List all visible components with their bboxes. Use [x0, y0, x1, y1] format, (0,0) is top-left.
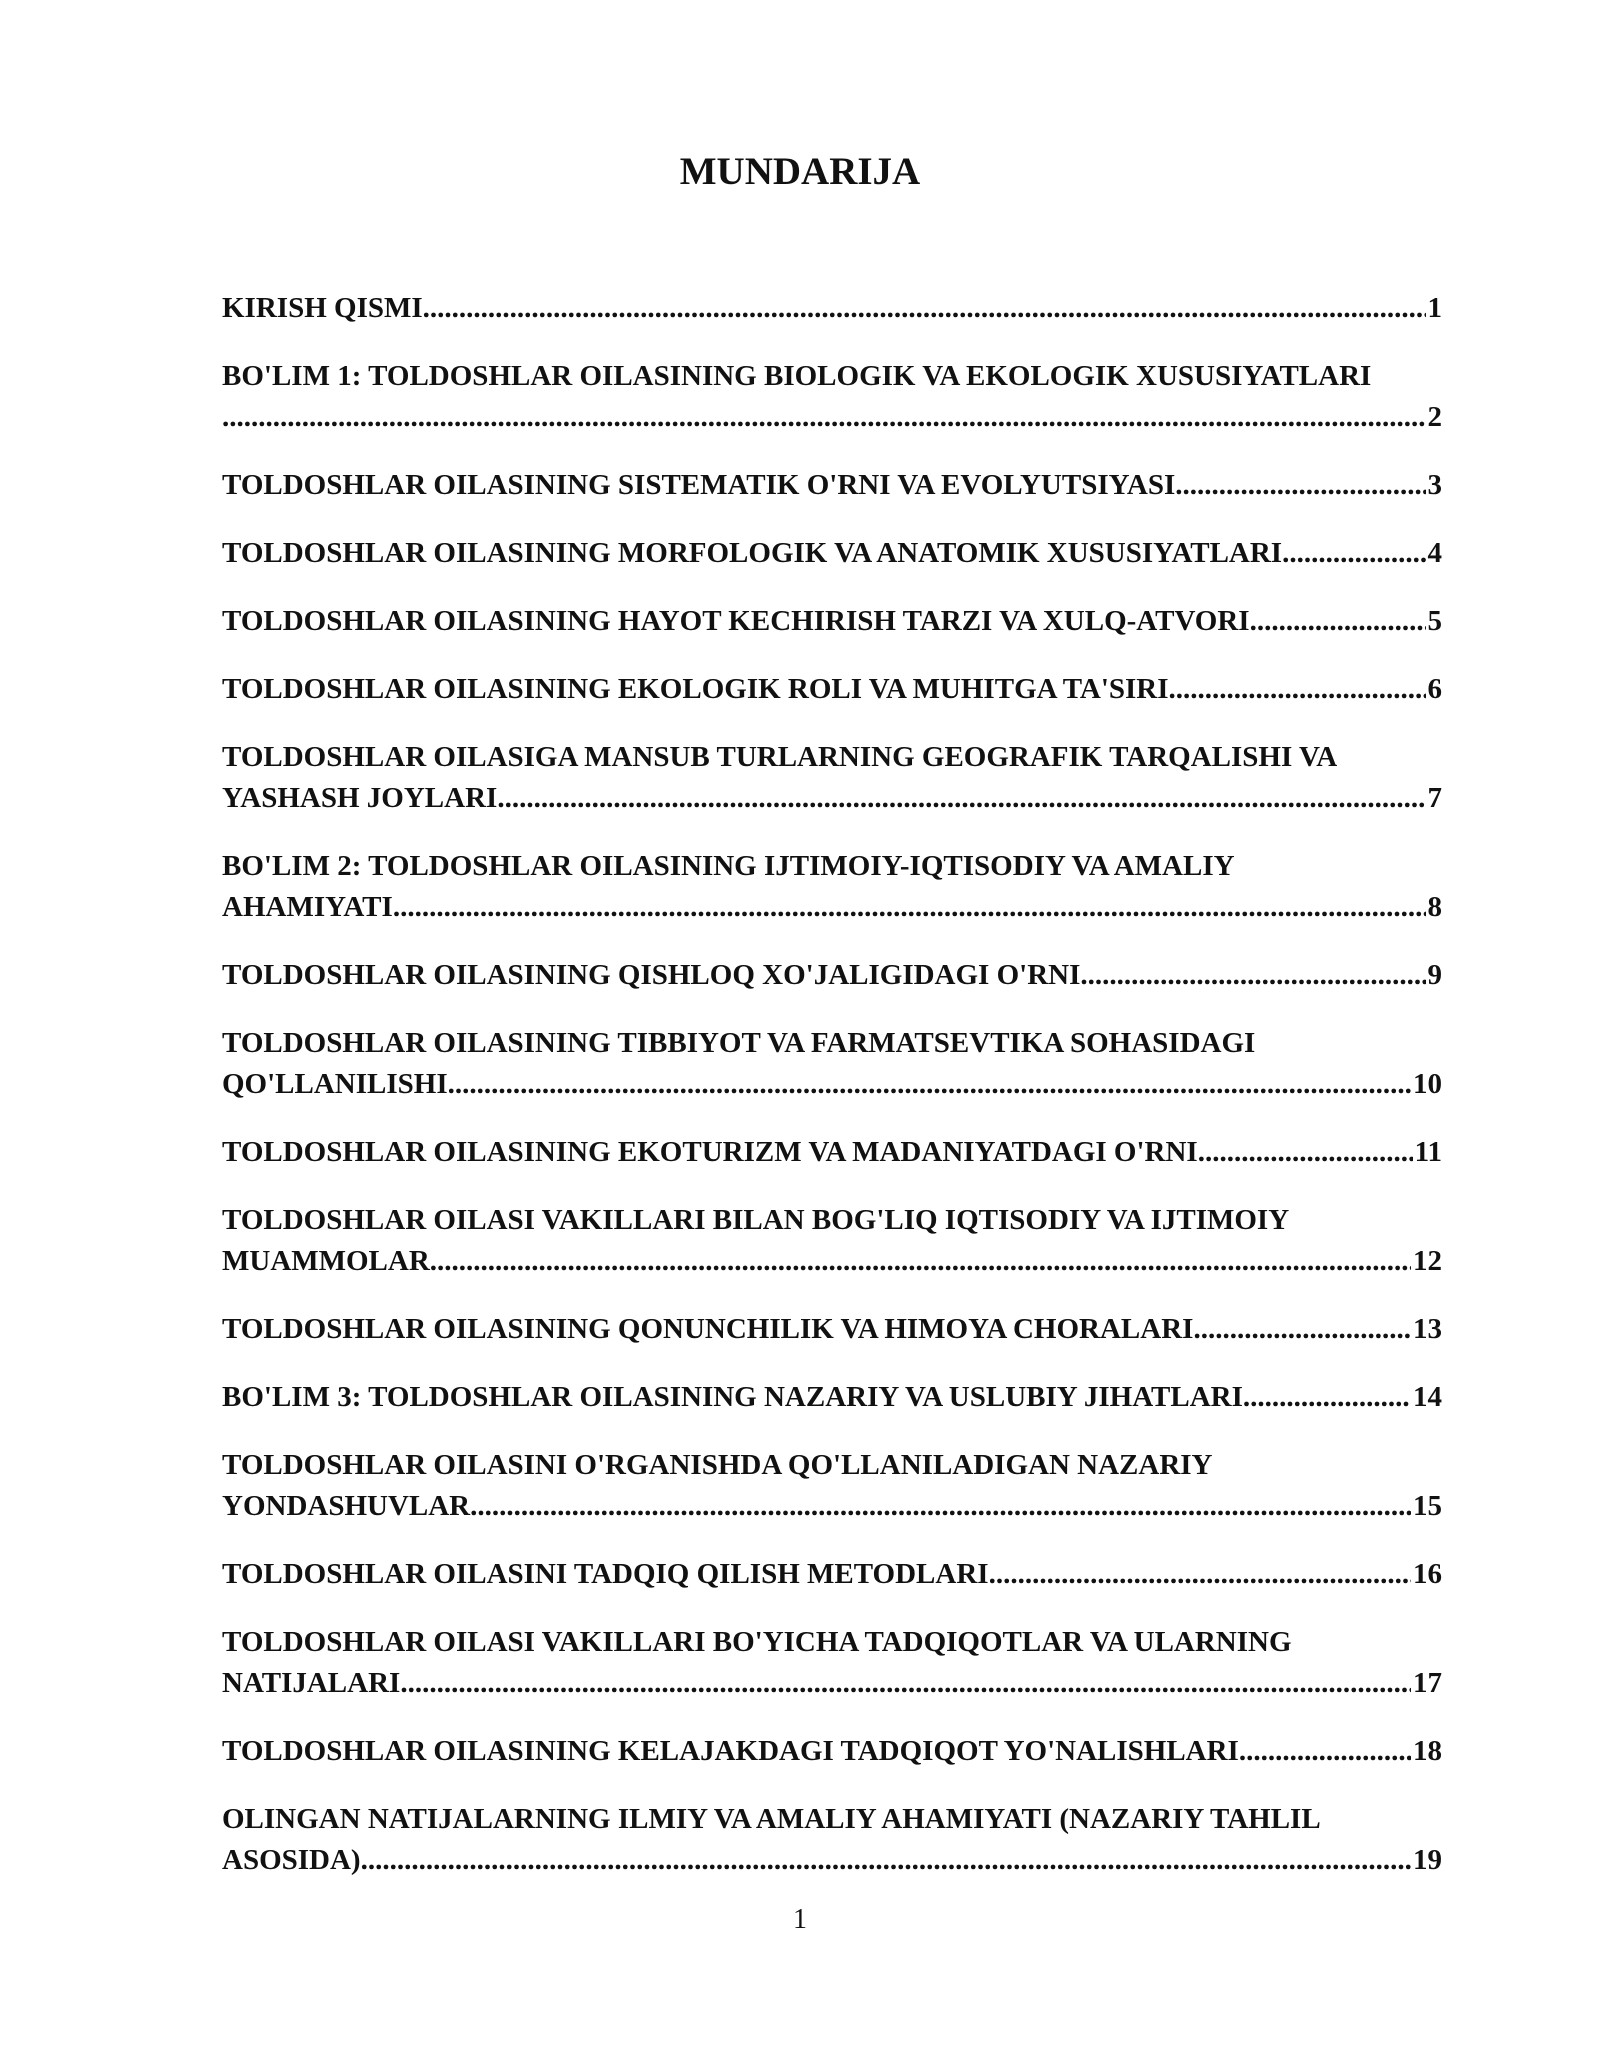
- toc-entry-page-number: 4: [1427, 537, 1442, 569]
- toc-entry-row: [222, 465, 1442, 506]
- toc-entry-title-line: OLINGAN NATIJALARNING ILMIY VA AMALIY AHAMIYATI (NAZARIY TAHLIL: [222, 1803, 1321, 1835]
- toc-entry-row: [222, 1663, 1442, 1704]
- toc-entry-title: TOLDOSHLAR OILASINING QISHLOQ XO'JALIGIDAGI O'RNI: [222, 959, 1081, 991]
- toc-entry[interactable]: [222, 1309, 1442, 1350]
- toc-entry-title-line: TOLDOSHLAR OILASI VAKILLARI BO'YICHA TADQIQOTLAR VA ULARNING: [222, 1626, 1292, 1658]
- toc-entry-row: [222, 601, 1442, 642]
- toc-entry-title: BO'LIM 3: TOLDOSHLAR OILASINING NAZARIY VA USLUBIY JIHATLARI: [222, 1381, 1243, 1413]
- toc-entry-page-number: 12: [1413, 1245, 1442, 1277]
- toc-entry[interactable]: [222, 1622, 1442, 1704]
- toc-entry[interactable]: [222, 1377, 1442, 1418]
- toc-entry[interactable]: [222, 601, 1442, 642]
- toc-entry-title: ASOSIDA): [222, 1844, 361, 1876]
- toc-entry-row: [222, 533, 1442, 574]
- dot-leader: [400, 1663, 1411, 1704]
- toc-entry-page-number: 8: [1427, 891, 1442, 923]
- dot-leader: [1193, 1309, 1411, 1350]
- toc-entry-row: [222, 955, 1442, 996]
- dot-leader: [393, 887, 1426, 928]
- toc-entry[interactable]: [222, 1445, 1442, 1527]
- toc-entry-row: [222, 1309, 1442, 1350]
- toc-entry-row: [222, 778, 1442, 819]
- dot-leader: [1282, 533, 1425, 574]
- dot-leader: [497, 778, 1425, 819]
- toc-entry-title: TOLDOSHLAR OILASINING HAYOT KECHIRISH TARZI VA XULQ-ATVORI: [222, 605, 1250, 637]
- dot-leader: [470, 1486, 1411, 1527]
- toc-entry-page-number: 13: [1413, 1313, 1442, 1345]
- toc-entry[interactable]: [222, 669, 1442, 710]
- page-title: MUNDARIJA: [679, 150, 921, 193]
- toc-entry-row: [222, 1132, 1442, 1173]
- page-number: 1: [793, 1904, 807, 1935]
- toc-entry-page-number: 15: [1413, 1490, 1442, 1522]
- toc-entry-title: TOLDOSHLAR OILASINING QONUNCHILIK VA HIMOYA CHORALARI: [222, 1313, 1194, 1345]
- toc-entry-title-line: TOLDOSHLAR OILASINI O'RGANISHDA QO'LLANILADIGAN NAZARIY: [222, 1449, 1213, 1481]
- toc-entry[interactable]: [222, 846, 1442, 928]
- toc-entry-row: [222, 1554, 1442, 1595]
- toc-entry-title: TOLDOSHLAR OILASINING EKOLOGIK ROLI VA MUHITGA TA'SIRI: [222, 673, 1169, 705]
- dot-leader: [1239, 1731, 1411, 1772]
- dot-leader: [1243, 1377, 1411, 1418]
- toc-entry-title-line: BO'LIM 2: TOLDOSHLAR OILASINING IJTIMOIY-IQTISODIY VA AMALIY: [222, 850, 1235, 882]
- toc-entry-title: MUAMMOLAR: [222, 1245, 430, 1277]
- dot-leader: [361, 1840, 1411, 1881]
- toc-entry[interactable]: [222, 1200, 1442, 1282]
- toc-entry-page-number: 5: [1427, 605, 1442, 637]
- toc-entry-page-number: 19: [1413, 1844, 1442, 1876]
- toc-entry-title-line: TOLDOSHLAR OILASINING TIBBIYOT VA FARMATSEVTIKA SOHASIDAGI: [222, 1027, 1256, 1059]
- toc-entry-title-line: TOLDOSHLAR OILASI VAKILLARI BILAN BOG'LIQ IQTISODIY VA IJTIMOIY: [222, 1204, 1290, 1236]
- toc-entry-row: [222, 887, 1442, 928]
- toc-entry-row: [222, 288, 1442, 329]
- toc-entry[interactable]: [222, 356, 1442, 438]
- toc-entry-row: [222, 1377, 1442, 1418]
- toc-entry-page-number: 6: [1427, 673, 1442, 705]
- toc-entry-row: [222, 1731, 1442, 1772]
- toc-entry-row: [222, 1064, 1442, 1105]
- toc-entry-row: [222, 1241, 1442, 1282]
- toc-entry-row: [222, 397, 1442, 438]
- toc-entry-page-number: 16: [1413, 1558, 1442, 1590]
- toc-entry[interactable]: [222, 1132, 1442, 1173]
- toc-entry-title: TOLDOSHLAR OILASINING KELAJAKDAGI TADQIQOT YO'NALISHLARI: [222, 1735, 1239, 1767]
- dot-leader: [1175, 465, 1425, 506]
- toc-entry-title: TOLDOSHLAR OILASINING EKOTURIZM VA MADANIYATDAGI O'RNI: [222, 1136, 1198, 1168]
- dot-leader: [1198, 1132, 1413, 1173]
- toc-entry-row: [222, 669, 1442, 710]
- toc-entry-title: AHAMIYATI: [222, 891, 393, 923]
- toc-entry-page-number: 3: [1427, 469, 1442, 501]
- toc-entry-page-number: 14: [1413, 1381, 1442, 1413]
- toc-entry-page-number: 7: [1427, 782, 1442, 814]
- dot-leader: [222, 397, 1426, 438]
- dot-leader: [1250, 601, 1426, 642]
- toc-entry[interactable]: [222, 955, 1442, 996]
- toc-entry-page-number: 11: [1414, 1136, 1442, 1168]
- toc-entry-page-number: 18: [1413, 1735, 1442, 1767]
- toc-entry[interactable]: [222, 288, 1442, 329]
- toc-entry-title: QO'LLANILISHI: [222, 1068, 448, 1100]
- toc-entry[interactable]: [222, 1731, 1442, 1772]
- dot-leader: [1080, 955, 1425, 996]
- toc-entry[interactable]: [222, 1023, 1442, 1105]
- toc-entry-title-line: TOLDOSHLAR OILASIGA MANSUB TURLARNING GEOGRAFIK TARQALISHI VA: [222, 741, 1338, 773]
- dot-leader: [989, 1554, 1411, 1595]
- toc-entry-title: YASHASH JOYLARI: [222, 782, 498, 814]
- toc-entry-title: YONDASHUVLAR: [222, 1490, 471, 1522]
- dot-leader: [1169, 669, 1426, 710]
- toc-entry[interactable]: [222, 1554, 1442, 1595]
- dot-leader: [448, 1064, 1411, 1105]
- toc-entry-page-number: 2: [1427, 401, 1442, 433]
- toc-entry-title: TOLDOSHLAR OILASINING MORFOLOGIK VA ANATOMIK XUSUSIYATLARI: [222, 537, 1283, 569]
- toc-entry-title: TOLDOSHLAR OILASINI TADQIQ QILISH METODLARI: [222, 1558, 989, 1590]
- toc-entry-title: KIRISH QISMI: [222, 292, 423, 324]
- toc-entry-title-line: BO'LIM 1: TOLDOSHLAR OILASINING BIOLOGIK VA EKOLOGIK XUSUSIYATLARI: [222, 360, 1372, 392]
- toc-entry-row: [222, 1840, 1442, 1881]
- toc-entry[interactable]: [222, 465, 1442, 506]
- toc-entry-page-number: 1: [1427, 292, 1442, 324]
- toc-entry-row: [222, 1486, 1442, 1527]
- dot-leader: [423, 288, 1426, 329]
- toc-entry-page-number: 9: [1427, 959, 1442, 991]
- toc-entry[interactable]: [222, 533, 1442, 574]
- toc-entry-page-number: 17: [1413, 1667, 1442, 1699]
- dot-leader: [430, 1241, 1411, 1282]
- toc-entry-title: TOLDOSHLAR OILASINING SISTEMATIK O'RNI VA EVOLYUTSIYASI: [222, 469, 1176, 501]
- table-of-contents: [222, 288, 1442, 1908]
- toc-entry-title: NATIJALARI: [222, 1667, 401, 1699]
- toc-entry[interactable]: [222, 737, 1442, 819]
- toc-entry-page-number: 10: [1413, 1068, 1442, 1100]
- toc-entry[interactable]: [222, 1799, 1442, 1881]
